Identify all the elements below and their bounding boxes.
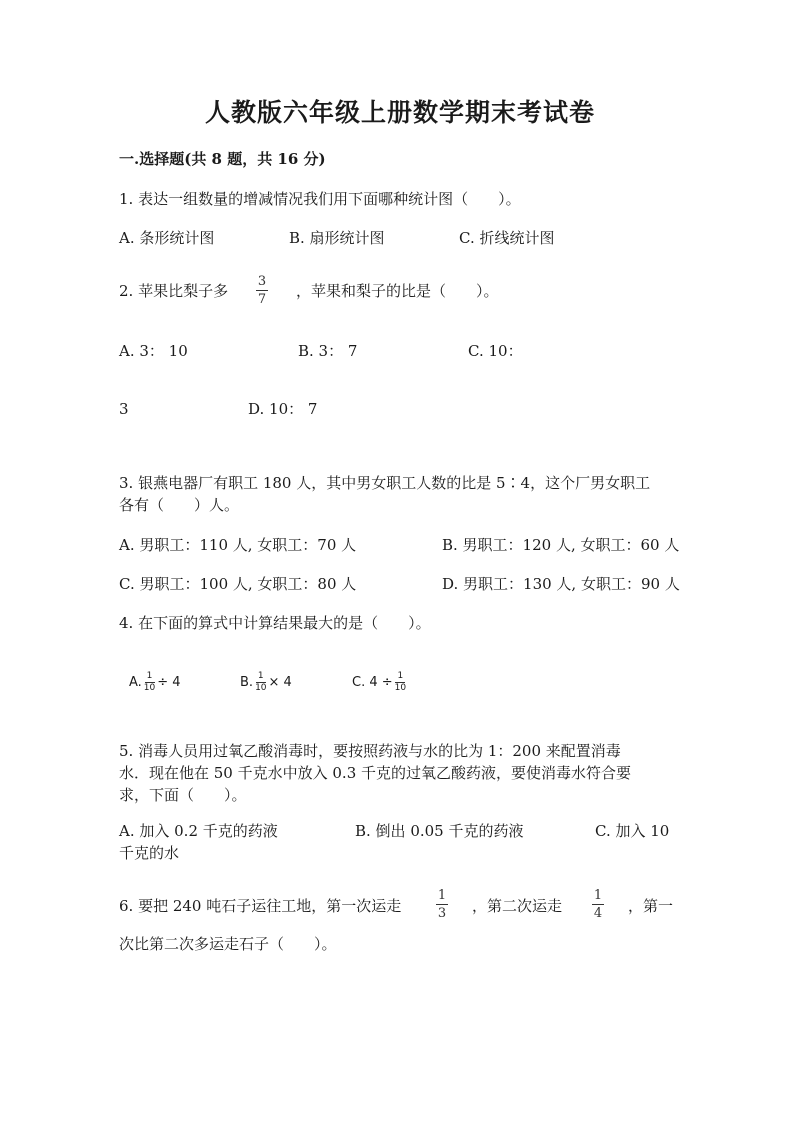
q5-option-c-continued: 千克的水 bbox=[119, 844, 180, 862]
q5-option-b: B. 倒出 0.05 千克的药液 bbox=[355, 822, 524, 840]
q2-option-c-continued: 3 bbox=[119, 400, 129, 418]
q2-option-d: D. 10： 7 bbox=[248, 400, 318, 418]
q3-option-c: C. 男职工：100 人, 女职工：80 人 bbox=[119, 575, 357, 593]
q4-stem: 4. 在下面的算式中计算结果最大的是（ ）。 bbox=[119, 614, 431, 632]
q5-stem-line3: 求，下面（ ）。 bbox=[119, 786, 247, 804]
q3-stem-line1: 3. 银燕电器厂有职工 180 人，其中男女职工人数的比是 5∶4，这个厂男女职工 bbox=[119, 474, 651, 492]
q5-stem-line2: 水．现在他在 50 千克水中放入 0.3 千克的过氧乙酸药液，要使消毒水符合要 bbox=[119, 764, 632, 782]
q3-stem-line2: 各有（ ）人。 bbox=[119, 496, 240, 514]
q1-stem: 1. 表达一组数量的增减情况我们用下面哪种统计图（ ）。 bbox=[119, 190, 521, 208]
q6-stem-line2: 次比第二次多运走石子（ ）。 bbox=[119, 935, 337, 953]
q4-option-b bbox=[240, 672, 292, 693]
q2-fraction-numerator: 3 bbox=[257, 274, 267, 289]
fraction-bar bbox=[436, 904, 448, 905]
q6-fraction-first bbox=[436, 888, 448, 921]
q4-option-c-label: C. 4 ÷ bbox=[352, 675, 393, 690]
fraction-denominator: 10 bbox=[394, 683, 407, 693]
section-heading: 一.选择题(共 8 题，共 16 分) bbox=[119, 150, 326, 168]
q1-option-a: A. 条形统计图 bbox=[119, 229, 215, 247]
q2-option-b: B. 3： 7 bbox=[298, 342, 358, 360]
fraction-denominator: 3 bbox=[437, 906, 447, 921]
q6-stem-mid: ，第二次运走 bbox=[472, 897, 563, 915]
fraction-numerator: 1 bbox=[257, 671, 264, 681]
fraction-denominator: 10 bbox=[255, 683, 267, 693]
q4-option-b-label: B. bbox=[240, 675, 254, 690]
q2-option-a: A. 3： 10 bbox=[119, 342, 188, 360]
fraction-numerator: 1 bbox=[146, 671, 153, 681]
q4-option-a-label: A. bbox=[129, 675, 142, 690]
fraction-numerator: 1 bbox=[593, 888, 603, 903]
q5-stem-line1: 5. 消毒人员用过氧乙酸消毒时，要按照药液与水的比为 1：200 来配置消毒 bbox=[119, 742, 621, 760]
q4-option-a bbox=[129, 672, 181, 693]
fraction-bar bbox=[592, 904, 604, 905]
q4-option-b-operator: × 4 bbox=[268, 675, 292, 690]
q3-option-b: B. 男职工：120 人, 女职工：60 人 bbox=[442, 536, 680, 554]
q4-option-a-fraction bbox=[144, 672, 155, 693]
q5-option-a: A. 加入 0.2 千克的药液 bbox=[119, 822, 278, 840]
q1-option-c: C. 折线统计图 bbox=[459, 229, 555, 247]
q3-option-d: D. 男职工：130 人, 女职工：90 人 bbox=[442, 575, 680, 593]
q4-option-b-fraction bbox=[255, 672, 266, 693]
fraction-numerator: 1 bbox=[437, 888, 447, 903]
q2-fraction bbox=[256, 274, 268, 307]
q1-option-b: B. 扇形统计图 bbox=[289, 229, 385, 247]
q3-option-a: A. 男职工：110 人, 女职工：70 人 bbox=[119, 536, 357, 554]
page-title: 人教版六年级上册数学期末考试卷 bbox=[204, 98, 595, 127]
q5-option-c: C. 加入 10 bbox=[595, 822, 670, 840]
fraction-numerator: 1 bbox=[397, 671, 404, 681]
q6-fraction-second bbox=[592, 888, 604, 921]
fraction-denominator: 10 bbox=[143, 683, 156, 693]
q4-option-a-operator: ÷ 4 bbox=[157, 675, 181, 690]
q4-option-c bbox=[352, 672, 408, 693]
fraction-bar bbox=[256, 290, 268, 291]
q4-option-c-fraction bbox=[395, 672, 406, 693]
q2-stem-pre: 2. 苹果比梨子多 bbox=[119, 282, 229, 300]
q2-fraction-denominator: 7 bbox=[257, 292, 267, 307]
q6-stem-pre: 6. 要把 240 吨石子运往工地，第一次运走 bbox=[119, 897, 402, 915]
q2-option-c: C. 10： bbox=[468, 342, 523, 360]
q2-stem-post: ，苹果和梨子的比是（ ）。 bbox=[296, 282, 499, 300]
fraction-denominator: 4 bbox=[593, 906, 603, 921]
q6-stem-post: ，第一 bbox=[628, 897, 674, 915]
